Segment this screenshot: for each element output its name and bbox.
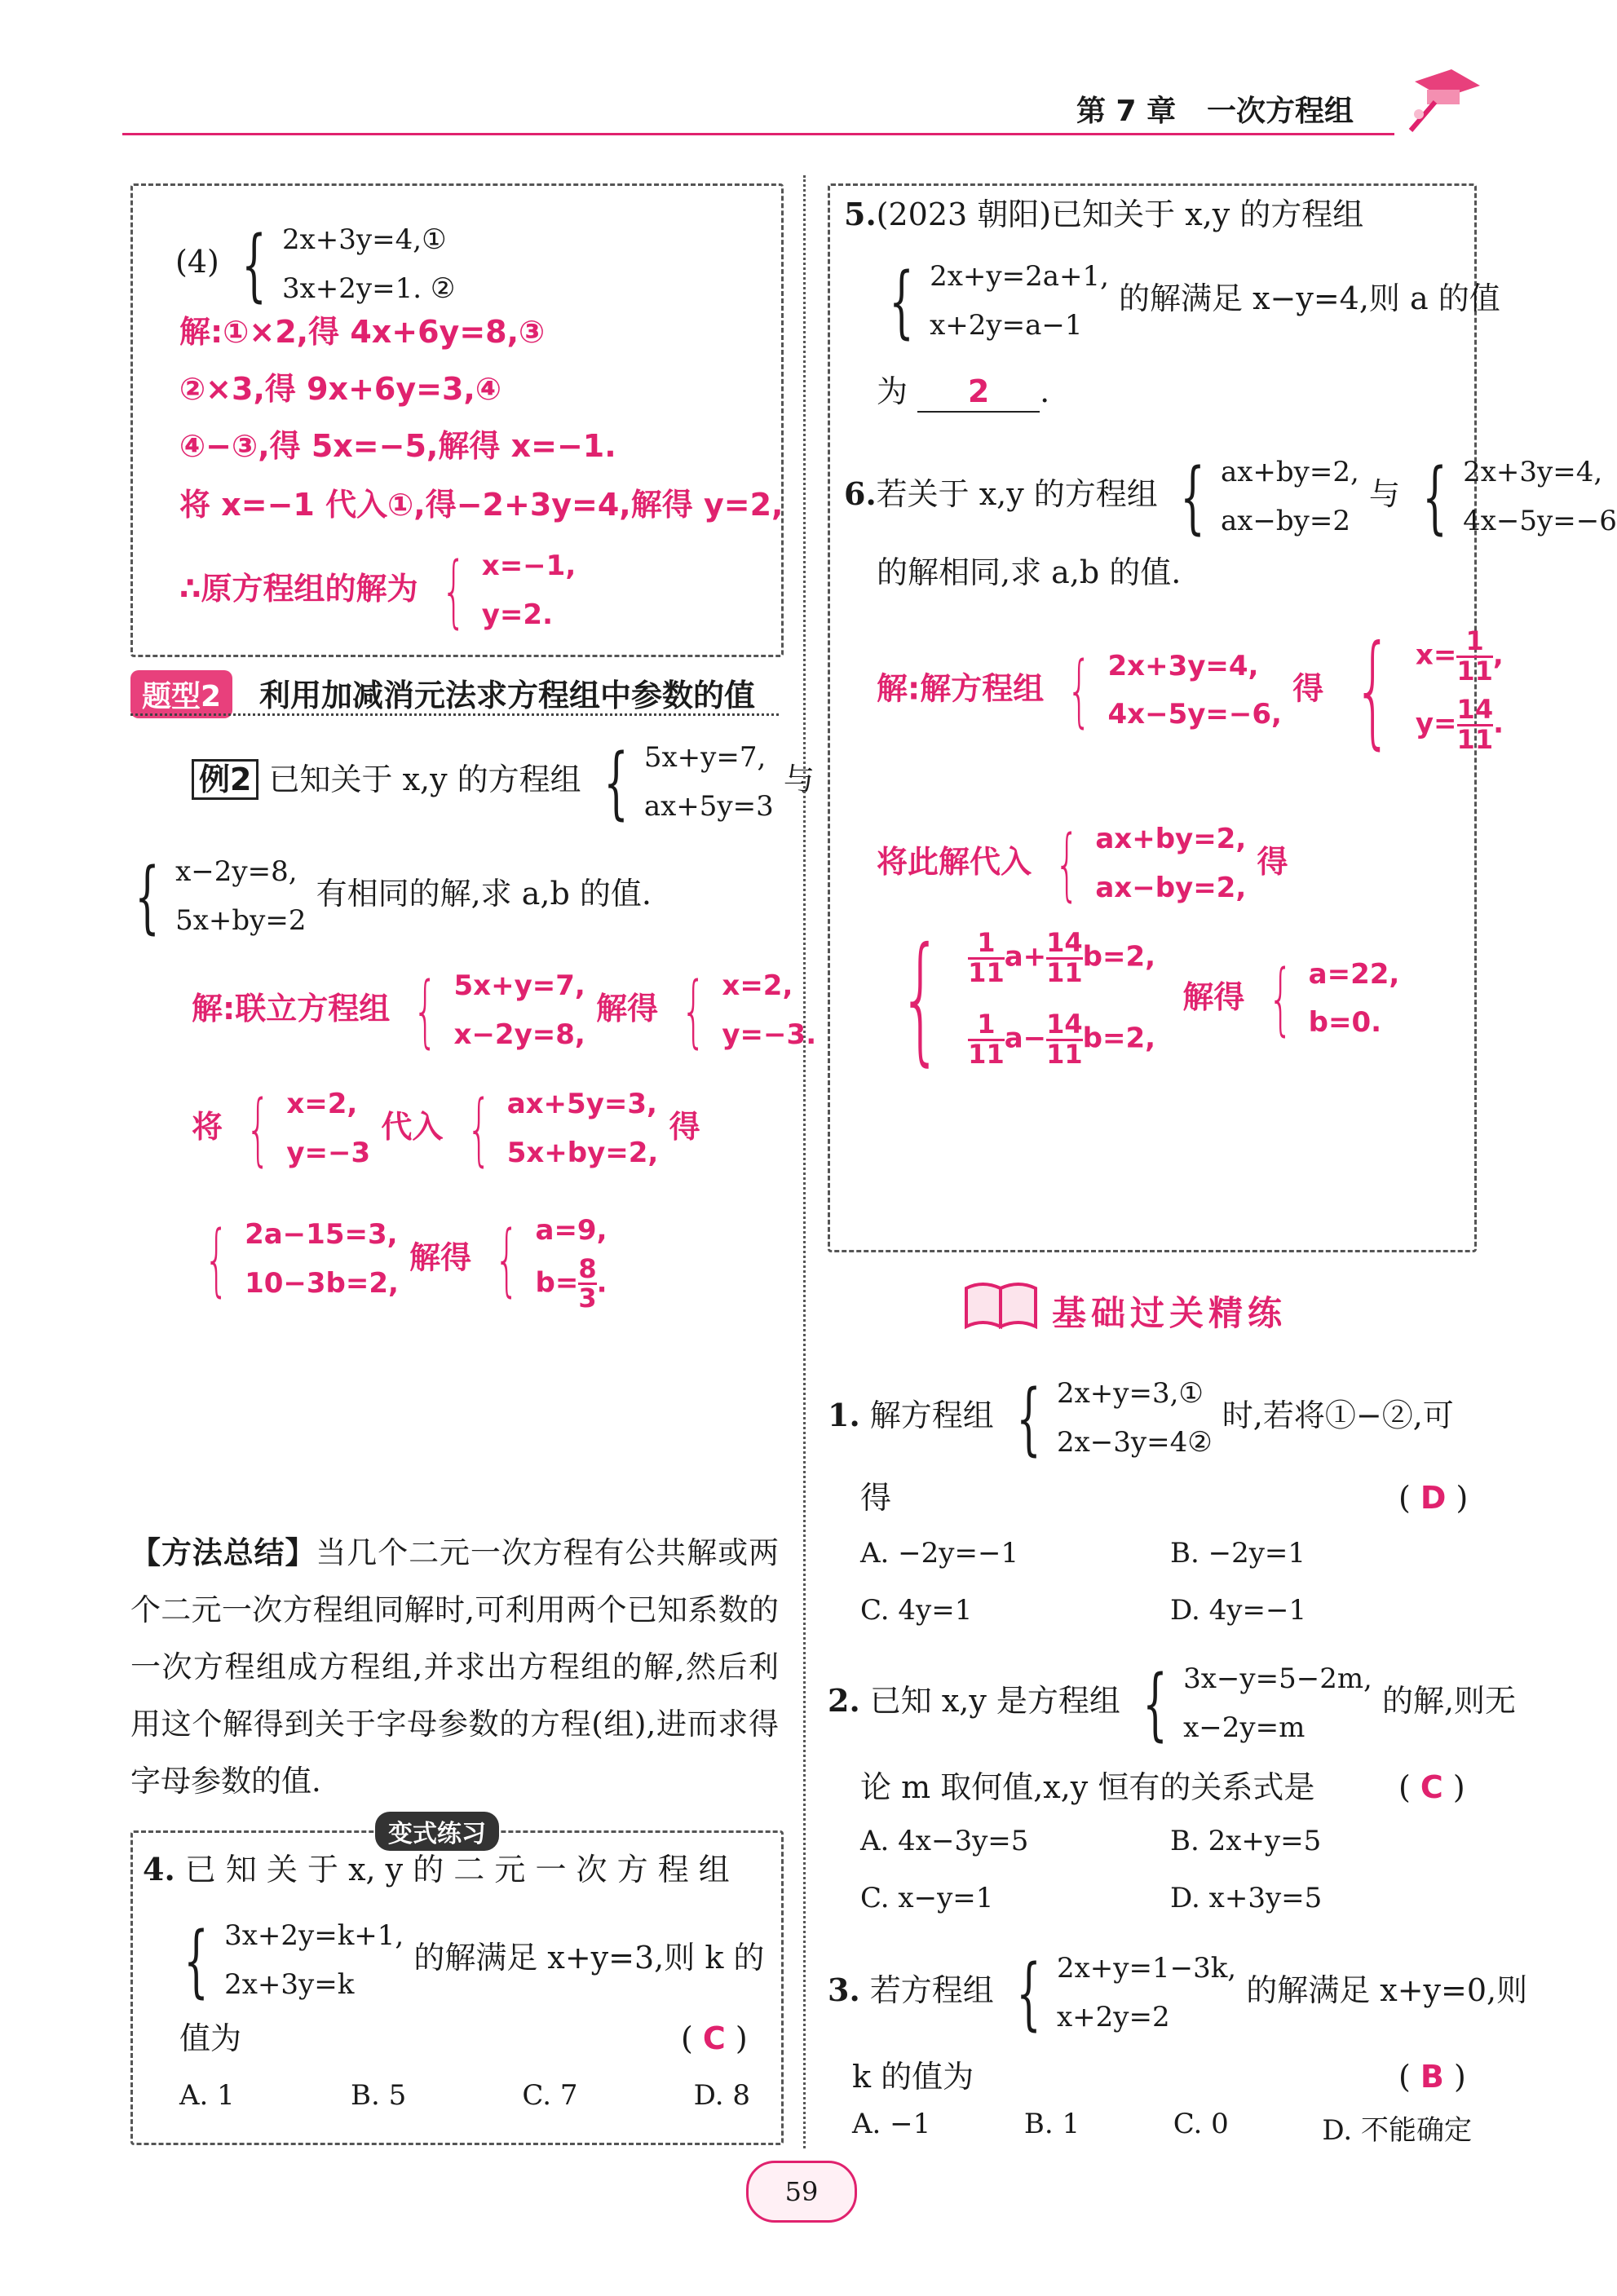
eq: x+2y=2	[1056, 2000, 1170, 2033]
eq: ax+5y=3	[643, 789, 774, 823]
page-number: 59	[784, 2176, 819, 2207]
b3-text: 若方程组	[869, 1972, 994, 2008]
fraction: $\frac{1}{11}$	[1456, 625, 1493, 687]
option-d: D. 4y=−1	[1170, 1594, 1307, 1627]
book-icon	[962, 1276, 1040, 1333]
with-text: 与	[783, 762, 815, 797]
eq: 5x+y=7,	[453, 969, 585, 1002]
eq: ax+by=2,	[1220, 456, 1359, 488]
option-d: D. 不能确定	[1322, 2114, 1472, 2147]
q4-answer-bracket: ( C )	[681, 2020, 748, 2056]
step-text: 解得	[596, 991, 659, 1027]
example2-question: 例2 已知关于 x,y 的方程组 { 5x+y=7, ax+5y=3 与	[192, 734, 815, 831]
option-c: C. 4y=1	[860, 1594, 973, 1627]
b2-option-d: D. x+3y=5	[1170, 1882, 1323, 1914]
q6-text: 若关于 x,y 的方程组	[876, 476, 1158, 512]
eq: x+2y=a−1	[930, 308, 1083, 342]
fraction: $\frac{8}{3}$	[578, 1252, 597, 1314]
b3-line2	[852, 2059, 974, 2096]
eq: ax−by=2,	[1095, 871, 1247, 904]
q5-line3: 为 2 .	[877, 373, 1049, 413]
part-label: (4)	[175, 244, 219, 280]
method-label: 【方法总结】	[130, 1535, 316, 1570]
eq: ax−by=2	[1220, 504, 1351, 537]
result-x: x=−1,	[481, 550, 577, 582]
fraction: $\frac{1}{11}$	[968, 927, 1005, 988]
eq: 5x+y=7,	[643, 741, 767, 774]
q6-step2: 将此解代入 { ax+by=2, ax−by=2, 得	[877, 815, 1288, 912]
fraction: $\frac{14}{11}$	[1046, 1009, 1083, 1070]
eq1: 2x+3y=4,①	[282, 223, 447, 256]
q4-line3	[179, 2020, 241, 2058]
eq: x−2y=8,	[175, 855, 298, 888]
eq2: 3x+2y=1. ②	[282, 272, 456, 305]
box1-result: ∴原方程组的解为 { x=−1, y=2.	[179, 542, 576, 639]
eq: 2x+3y=k	[224, 1967, 355, 2001]
eq: 5x+by=2	[175, 903, 307, 937]
step-text: 解:解方程组	[877, 670, 1045, 707]
b1-answer: D	[1420, 1480, 1447, 1516]
result-y: y=2.	[481, 598, 553, 631]
b3-line1: 3. 若方程组 { 2x+y=1−3k, x+2y=2 的解满足 x+y=0,则	[828, 1945, 1527, 2042]
eq: b=	[535, 1266, 579, 1300]
box1-step4: 将 x=−1 代入①,得−2+3y=4,解得 y=2,	[179, 487, 784, 523]
step-text: 得	[1257, 844, 1288, 880]
b1-line2	[860, 1480, 891, 1517]
eq: 3x+2y=k+1,	[224, 1919, 404, 1952]
eq: 2x+y=2a+1,	[930, 260, 1109, 293]
eq: 2x+y=1−3k,	[1056, 1952, 1237, 1985]
box1-step3: ④−③,得 5x=−5,解得 x=−1.	[179, 428, 616, 464]
result-label: ∴原方程组的解为	[179, 571, 418, 607]
type2-tag: 题型2	[130, 670, 232, 718]
b2-text: 的解,则无	[1381, 1683, 1517, 1719]
option-d: D. 8	[693, 2079, 750, 2112]
q6-line1: 6.若关于 x,y 的方程组 { ax+by=2, ax−by=2 与 { 2x+3y=4, 4x−5y=−6	[844, 448, 1617, 545]
page-number-cloud	[746, 2161, 857, 2223]
b3-text: k 的值为	[852, 2059, 974, 2095]
box1-step2: ②×3,得 9x+6y=3,④	[179, 371, 502, 407]
b1-line1: 1. 解方程组 { 2x+y=3,① 2x−3y=4② 时,若将①−②,可	[828, 1370, 1454, 1467]
b2-answer-bracket: ( C )	[1398, 1769, 1465, 1805]
q6-step3: { $\frac{1}{11}$ a+ $\frac{14}{11}$ b=2, $\frac{1}{11}$ a− $\frac{14}{11}$ b=2, 解得 { a=22, b=0.	[899, 918, 1400, 1080]
eq: y=−3	[286, 1136, 371, 1169]
example2-intro: 已知关于 x,y 的方程组	[268, 762, 581, 797]
example2-tag: 例2	[192, 759, 258, 800]
graduation-cap-icon	[1394, 57, 1484, 139]
q5-line1	[844, 196, 1363, 234]
q4-options	[179, 2079, 750, 2112]
b1-text: 时,若将①−②,可	[1222, 1397, 1454, 1433]
q4-line2: { 3x+2y=k+1, 2x+3y=k 的解满足 x+y=3,则 k 的	[171, 1912, 764, 2009]
b2-text: 已知 x,y 是方程组	[869, 1683, 1120, 1719]
b1-options-row2	[860, 1594, 972, 1627]
option-c: C. 0	[1173, 2108, 1229, 2140]
b2-answer: C	[1420, 1769, 1443, 1805]
b1-text: 解方程组	[869, 1397, 994, 1433]
example2-tail: 有相同的解,求 a,b 的值.	[316, 876, 652, 912]
b3-answer: B	[1420, 2059, 1444, 2095]
b2-option-a: A. 4x−3y=5	[860, 1825, 1029, 1857]
step-text: 得	[669, 1109, 700, 1145]
b2-option-b: B. 2x+y=5	[1170, 1825, 1322, 1857]
step-text: 代入	[381, 1109, 444, 1145]
q4-text: 值为	[179, 2020, 242, 2056]
q6-step1: 解:解方程组 { 2x+3y=4, 4x−5y=−6, 得 { x= $\frac{1}{11}$ , y= $\frac{14}{11}$ .	[877, 620, 1504, 762]
type2-title: 利用加减消元法求方程组中参数的值	[259, 678, 756, 713]
b1-text: 得	[860, 1480, 892, 1516]
eq: a=9,	[535, 1214, 607, 1247]
fraction: $\frac{14}{11}$	[1456, 694, 1494, 755]
b3-num: 3.	[828, 1971, 860, 2008]
eq: ax+by=2,	[1095, 823, 1247, 855]
fraction: $\frac{14}{11}$	[1046, 927, 1083, 988]
q5-answer: 2	[967, 373, 990, 409]
q4-text: 的解满足 x+y=3,则 k 的	[413, 1940, 765, 1976]
method-text: 当几个二元一次方程有公共解或两个二元一次方程组同解时,可利用两个已知系数的一次方程组成方程组,并求出方程组的解,然后利用这个解得到关于字母参数的方程(组),进而求得字母参数的值.	[130, 1535, 780, 1799]
eq: x=2,	[722, 969, 793, 1002]
option-a: A. −1	[852, 2108, 931, 2140]
example2-step1: 解:联立方程组 { 5x+y=7, x−2y=8, 解得 { x=2, y=−3.	[192, 962, 816, 1059]
eq: 4x−5y=−6,	[1107, 698, 1282, 731]
box1-step1: 解:①×2,得 4x+6y=8,③	[179, 314, 546, 350]
q5-num: 5.	[844, 196, 877, 232]
variant-tag: 变式练习	[375, 1812, 499, 1851]
b1-answer-bracket: ( D )	[1398, 1480, 1469, 1516]
eq: 2a−15=3,	[245, 1218, 398, 1252]
q5-blank	[917, 373, 1040, 413]
eq: a=22,	[1308, 957, 1400, 991]
q4-line1	[143, 1851, 730, 1889]
header-line	[122, 133, 1394, 135]
chapter-title: 一次方程组	[1207, 95, 1354, 128]
eq: 2x+y=3,①	[1056, 1377, 1204, 1410]
q5-text: 为	[877, 373, 908, 409]
b3-options	[852, 2108, 1472, 2148]
q5-text: (2023 朝阳)已知关于 x,y 的方程组	[876, 196, 1364, 232]
chapter-label: 第 7 章	[1076, 95, 1177, 128]
eq: b=0.	[1308, 1006, 1382, 1040]
step-text: 解:联立方程组	[192, 991, 391, 1027]
eq: x=2,	[286, 1088, 358, 1120]
q4-text: 已 知 关 于 x, y 的 二 元 一 次 方 程 组	[184, 1852, 730, 1888]
eq: 2x+3y=4,	[1107, 649, 1259, 682]
eq: x−2y=m	[1183, 1711, 1306, 1744]
b2-line2	[860, 1769, 1314, 1807]
b1-num: 1.	[828, 1397, 860, 1433]
eq: y=−3.	[722, 1018, 817, 1051]
option-a: A. −2y=−1	[860, 1537, 1019, 1570]
q4-part-label: (4) { 2x+3y=4,① 3x+2y=1. ②	[175, 216, 455, 313]
q6-text: 的解相同,求 a,b 的值.	[877, 554, 1182, 590]
b2-text: 论 m 取何值,x,y 恒有的关系式是	[860, 1769, 1315, 1805]
q5-line2: { 2x+y=2a+1, x+2y=a−1 的解满足 x−y=4,则 a 的值	[877, 253, 1500, 350]
example2-step2: 将 { x=2, y=−3 代入 { ax+5y=3, 5x+by=2, 得	[192, 1080, 700, 1177]
q4-num: 4.	[143, 1851, 175, 1888]
eq: 2x+3y=4,	[1463, 456, 1603, 488]
q6-line2	[877, 554, 1181, 592]
eq: 5x+by=2,	[506, 1136, 659, 1169]
step-text: 将	[192, 1109, 223, 1145]
q4-answer: C	[702, 2020, 726, 2056]
b3-answer-bracket: ( B )	[1398, 2059, 1466, 2095]
option-b: B. 5	[351, 2079, 407, 2112]
eq: x−2y=8,	[453, 1018, 585, 1051]
step-text: 解得	[1182, 978, 1245, 1015]
option-c: C. 7	[522, 2079, 578, 2112]
b1-options-row1	[860, 1537, 1018, 1570]
column-divider	[803, 175, 806, 2148]
method-summary	[130, 1525, 779, 1810]
header	[122, 0, 1509, 143]
option-b: B. 1	[1023, 2108, 1080, 2140]
eq: 3x−y=5−2m,	[1183, 1662, 1372, 1695]
step-text: 解得	[409, 1239, 472, 1276]
step-text: 得	[1292, 670, 1324, 707]
q5-text: 的解满足 x−y=4,则 a 的值	[1119, 280, 1500, 316]
type2-underline	[130, 713, 779, 716]
b2-line1: 2. 已知 x,y 是方程组 { 3x−y=5−2m, x−2y=m 的解,则无	[828, 1655, 1516, 1752]
step-text: 将此解代入	[877, 844, 1032, 880]
q6-num: 6.	[844, 475, 877, 512]
example2-step3: { 2a−15=3, 10−3b=2, 解得 { a=9, b= $\frac{8}{3}$ .	[192, 1207, 607, 1313]
option-a: A. 1	[179, 2079, 235, 2112]
eq: 2x−3y=4②	[1056, 1425, 1213, 1459]
eq: 10−3b=2,	[245, 1266, 399, 1300]
b2-num: 2.	[828, 1682, 860, 1719]
fraction: $\frac{1}{11}$	[968, 1009, 1005, 1070]
option-b: B. −2y=1	[1170, 1537, 1306, 1570]
b1-options-row2b	[1170, 1594, 1306, 1627]
eq: 4x−5y=−6	[1463, 504, 1617, 537]
section-title: 基础过关精练	[1052, 1293, 1288, 1333]
b2-option-c: C. x−y=1	[860, 1882, 994, 1914]
example2-line2: { x−2y=8, 5x+by=2 有相同的解,求 a,b 的值.	[122, 848, 652, 945]
b1-options-row1b	[1170, 1537, 1306, 1570]
eq: ax+5y=3,	[506, 1088, 657, 1120]
b3-text: 的解满足 x+y=0,则	[1246, 1972, 1528, 2008]
q6-with: 与	[1368, 476, 1400, 512]
